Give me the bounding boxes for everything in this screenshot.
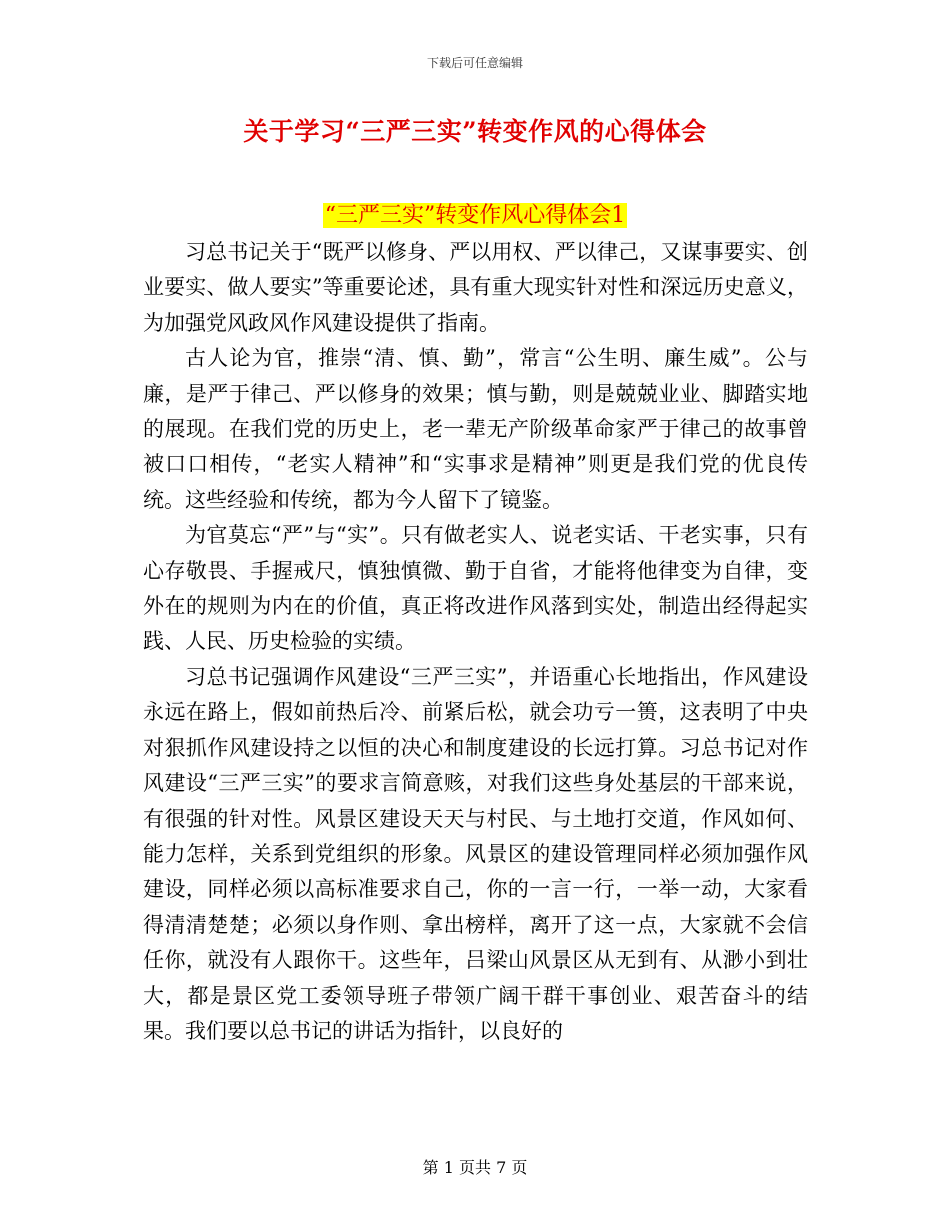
section-heading <box>0 198 950 229</box>
document-title: 关于学习“三严三实”转变作风的心得体会 <box>243 117 707 146</box>
header-note: 下载后可任意编辑 <box>426 56 523 70</box>
paragraph: 古人论为官，推崇“清、慎、勤”，常言“公生明、廉生威”。公与廉，是严于律己、严以修身的效果；慎与勤，则是兢兢业业、脚踏实地的展现。在我们党的历史上，老一辈无产阶级革命家严于律己的故事曾被口口相传，“老实人精神”和“实事求是精神”则更是我们党的优良传统。这些经验和传统，都为今人留下了镜鉴。 <box>143 346 808 512</box>
paragraph: 习总书记强调作风建设“三严三实”，并语重心长地指出，作风建设永远在路上，假如前热后冷、前紧后松，就会功亏一篑，这表明了中央对狠抓作风建设持之以恒的决心和制度建设的长远打算。习总书记对作风建设“三严三实”的要求言简意赅，对我们这些身处基层的干部来说，有很强的针对性。风景区建设天天与村民、与土地打交道，作风如何、能力怎样，关系到党组织的形象。风景区的建设管理同样必须加强作风建设，同样必须以高标准要求自己，你的一言一行，一举一动，大家看得清清楚楚；必须以身作则、拿出榜样，离开了这一点，大家就不会信任你，就没有人跟你干。这些年，吕梁山风景区从无到有、从渺小到壮大，都是景区党工委领导班子带领广阔干群干事创业、艰苦奋斗的结果。我们要以总书记的讲话为指针，以良好的 <box>143 664 808 1043</box>
section-heading-text: “三严三实”转变作风心得体会1 <box>324 203 626 228</box>
paragraph: 为官莫忘“严”与“实”。只有做老实人、说老实话、干老实事，只有心存敬畏、手握戒尺，慎独慎微、勤于自省，才能将他律变为自律，变外在的规则为内在的价值，真正将改进作风落到实处，制造出经得起实践、人民、历史检验的实绩。 <box>143 523 808 654</box>
body-text <box>143 235 808 1049</box>
page-footer: 第 1 页共 7 页 <box>422 1158 528 1177</box>
paragraph: 习总书记关于“既严以修身、严以用权、严以律己，又谋事要实、创业要实、做人要实”等重要论述，具有重大现实针对性和深远历史意义，为加强党风政风作风建设提供了指南。 <box>143 240 808 335</box>
